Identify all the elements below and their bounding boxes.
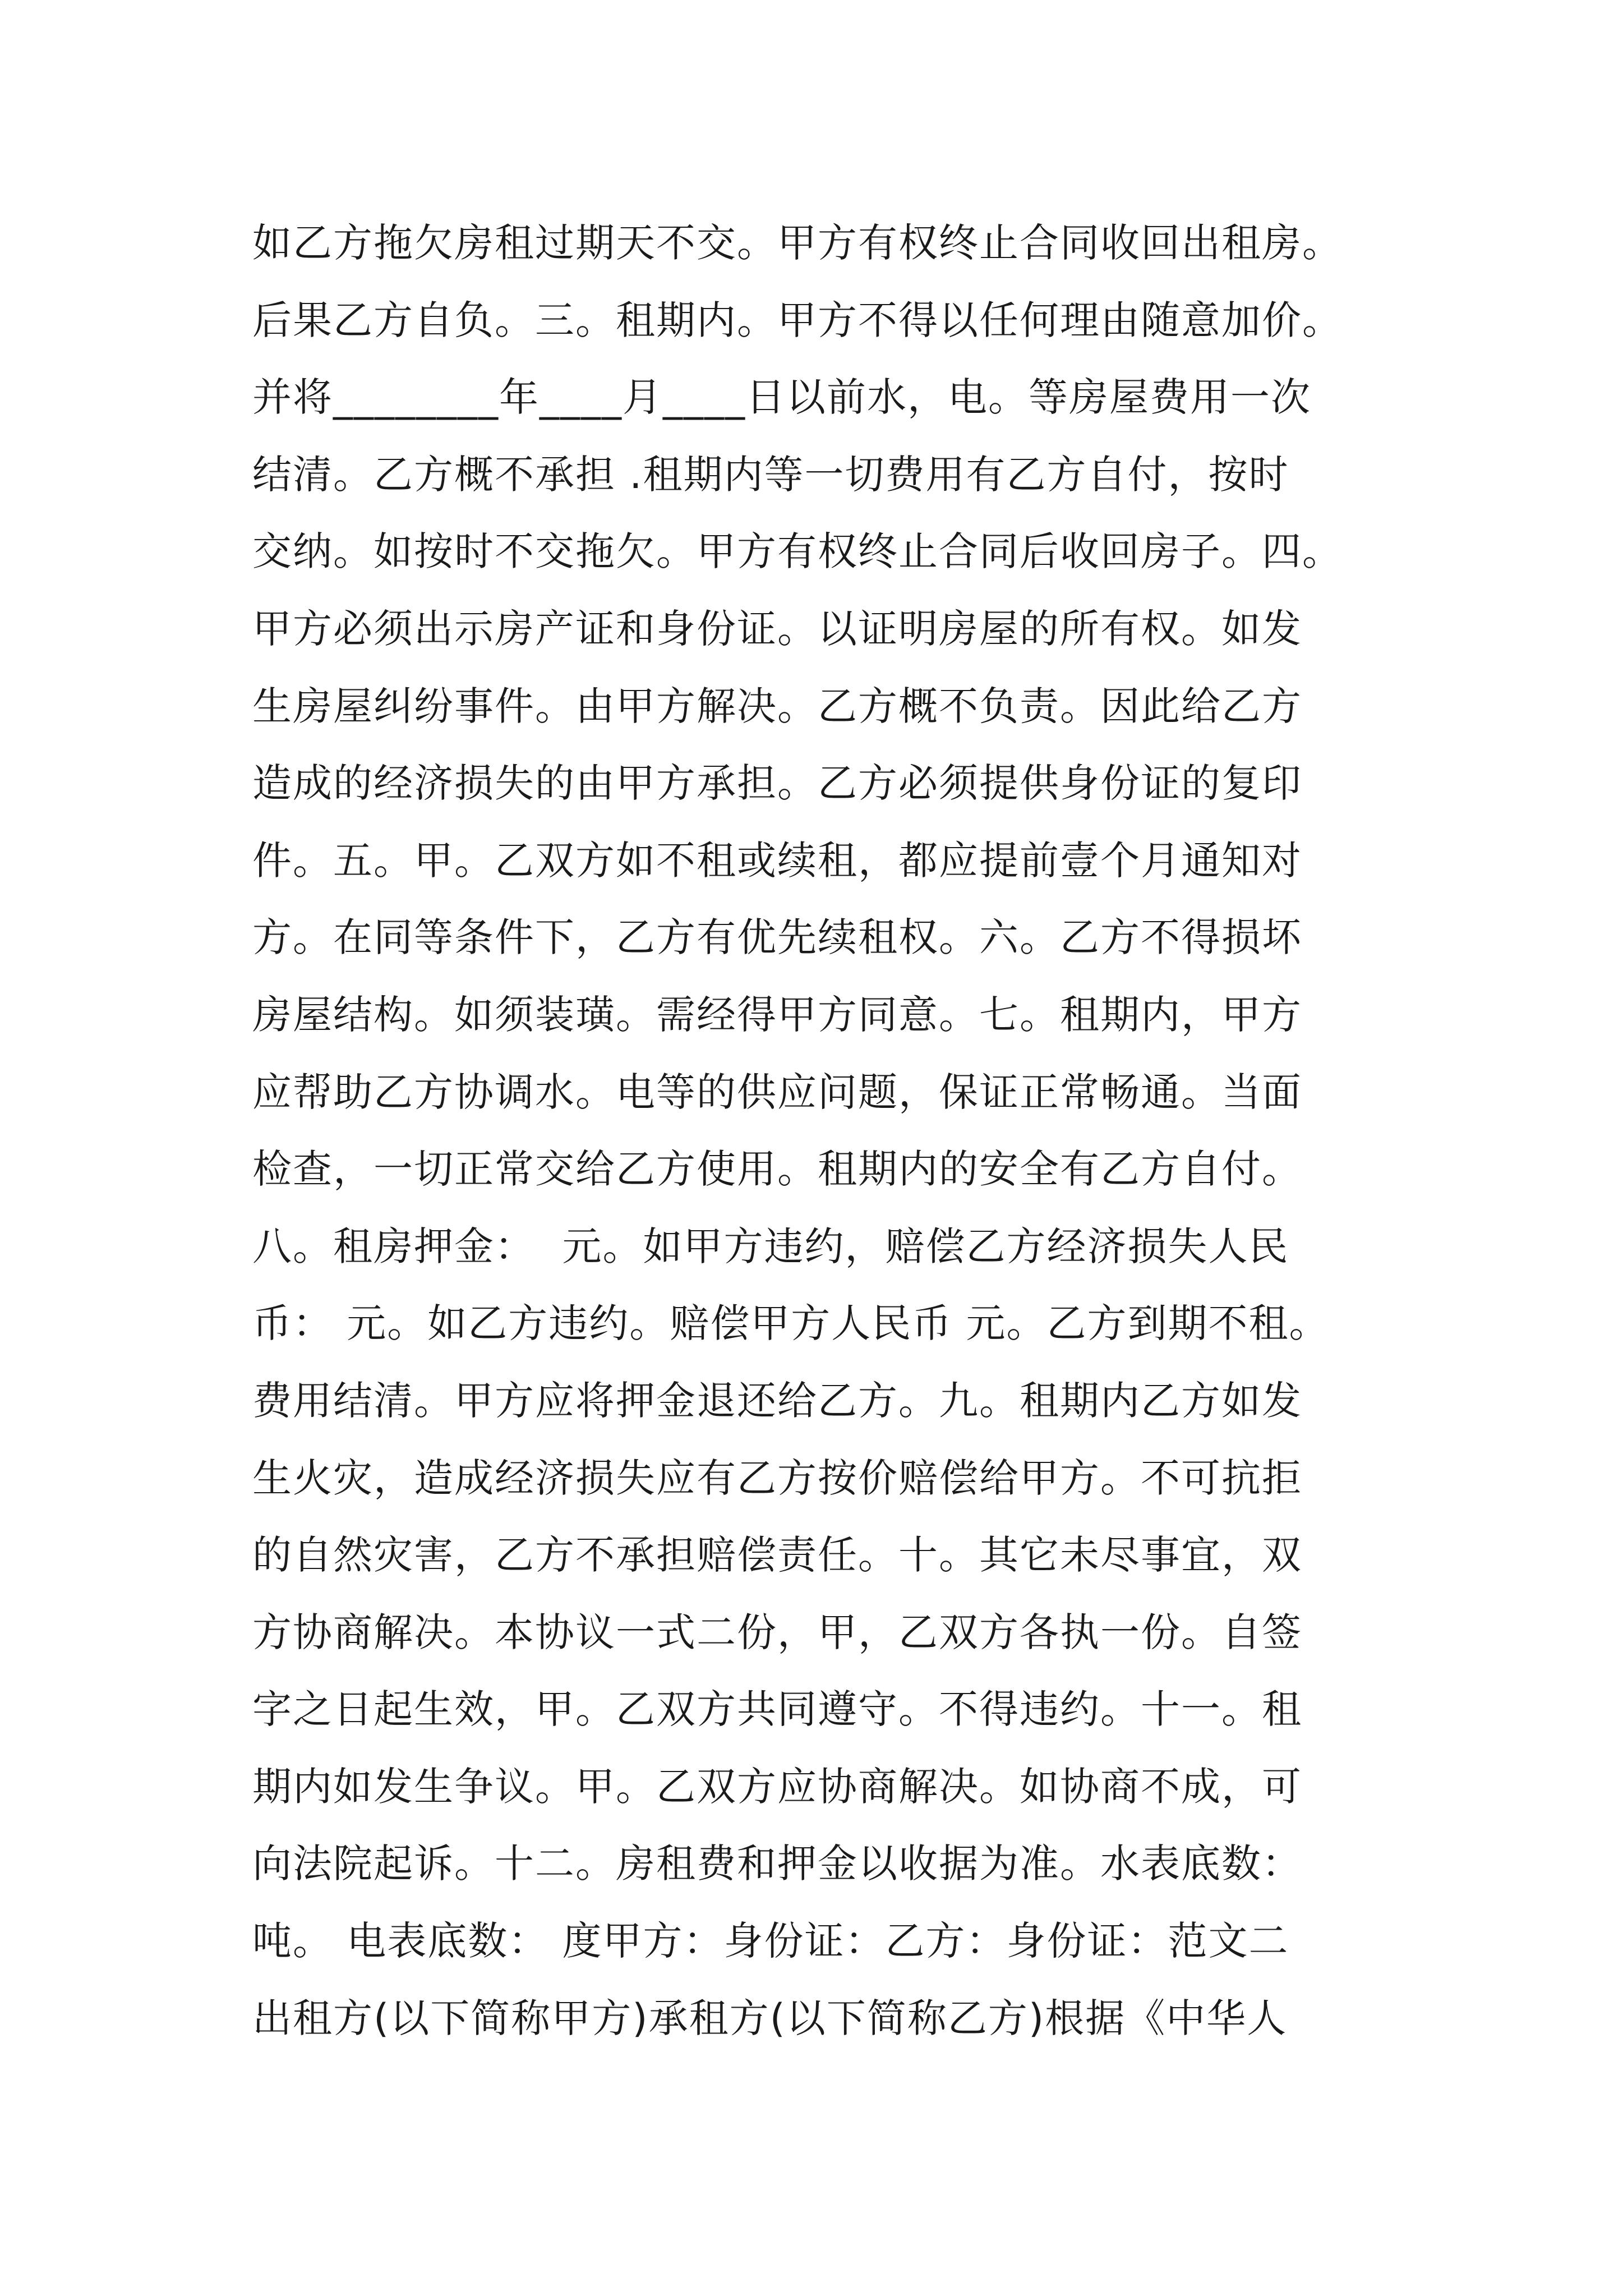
contract-text [252, 205, 1430, 2057]
text-line: 件。五。甲。乙双方如不租或续租，都应提前壹个月通知对 [252, 837, 1302, 884]
text-line: 后果乙方自负。三。租期内。甲方不得以任何理由随意加价。 [252, 297, 1343, 343]
text-line: 的自然灾害，乙方不承担赔偿责任。十。其它未尽事宜，双 [252, 1532, 1302, 1579]
text-line: 方。在同等条件下，乙方有优先续租权。六。乙方不得损坏 [252, 914, 1302, 961]
text-line: 检查，一切正常交给乙方使用。租期内的安全有乙方自付。 [252, 1146, 1302, 1193]
text-line: 甲方必须出示房产证和身份证。以证明房屋的所有权。如发 [252, 605, 1302, 652]
text-line: 结清。乙方概不承担 .租期内等一切费用有乙方自付，按时 [252, 451, 1289, 498]
text-line: 费用结清。甲方应将押金退还给乙方。九。租期内乙方如发 [252, 1377, 1302, 1424]
text-line: 如乙方拖欠房租过期天不交。甲方有权终止合同收回出租房。 [252, 220, 1343, 266]
text-line: 期内如发生争议。甲。乙双方应协商解决。如协商不成，可 [252, 1763, 1302, 1810]
text-line: 八。租房押金： 元。如甲方违约，赔偿乙方经济损失人民 [252, 1223, 1289, 1269]
text-line: 向法院起诉。十二。房租费和押金以收据为准。水表底数： [252, 1841, 1302, 1887]
text-line: 出租方(以下简称甲方)承租方(以下简称乙方)根据《中华人 [252, 1995, 1288, 2041]
text-line: 币： 元。如乙方违约。赔偿甲方人民币 元。乙方到期不租。 [252, 1300, 1330, 1347]
text-line: 字之日起生效，甲。乙双方共同遵守。不得违约。十一。租 [252, 1686, 1302, 1733]
text-line: 生火灾，造成经济损失应有乙方按价赔偿给甲方。不可抗拒 [252, 1455, 1302, 1501]
text-line: 造成的经济损失的由甲方承担。乙方必须提供身份证的复印 [252, 760, 1302, 807]
text-line: 并将________年____月____日以前水，电。等房屋费用一次 [252, 374, 1311, 421]
text-line: 生房屋纠纷事件。由甲方解决。乙方概不负责。因此给乙方 [252, 683, 1302, 729]
text-line: 方协商解决。本协议一式二份，甲，乙双方各执一份。自签 [252, 1609, 1302, 1655]
text-line: 吨。 电表底数： 度甲方：身份证：乙方：身份证：范文二 [252, 1918, 1289, 1964]
text-line: 房屋结构。如须装璜。需经得甲方同意。七。租期内，甲方 [252, 991, 1302, 1038]
text-line: 交纳。如按时不交拖欠。甲方有权终止合同后收回房子。四。 [252, 528, 1343, 575]
text-line: 应帮助乙方协调水。电等的供应问题，保证正常畅通。当面 [252, 1069, 1302, 1115]
